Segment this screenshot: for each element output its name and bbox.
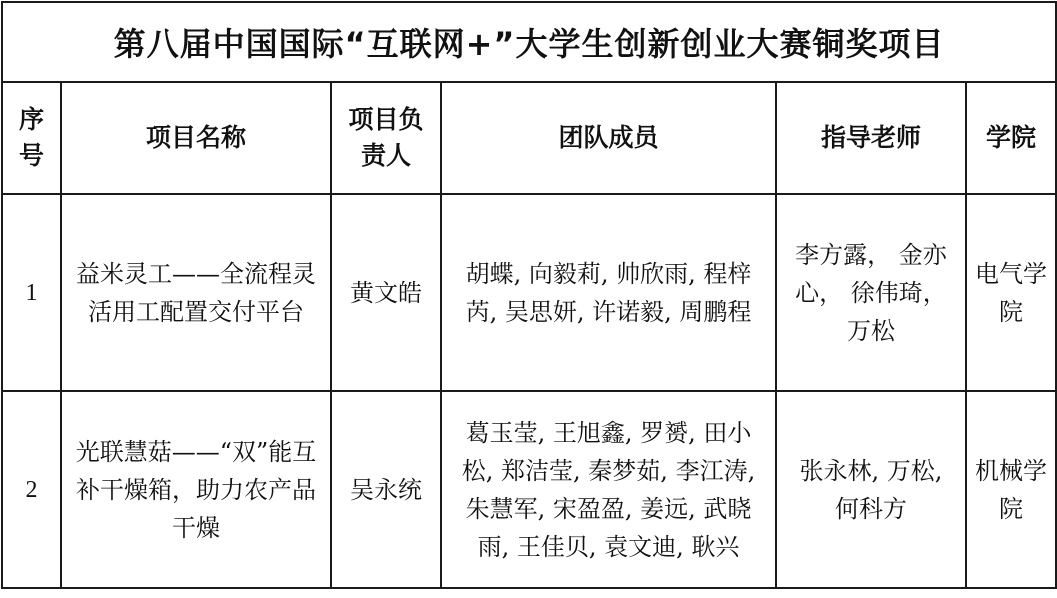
row-seq: 1 — [2, 194, 61, 391]
row-members: 葛玉莹, 王旭鑫, 罗赟, 田小松, 郑洁莹, 秦梦茹, 李江涛, 朱慧军, 宋盈盈, 姜远, 武晓雨, 王佳贝, 袁文迪, 耿兴 — [441, 391, 776, 588]
row-members: 胡蝶, 向毅莉, 帅欣雨, 程梓芮, 吴思妍, 许诺毅, 周鹏程 — [441, 194, 776, 391]
row-leader: 黄文皓 — [331, 194, 441, 391]
header-members: 团队成员 — [441, 82, 776, 194]
award-table — [1, 1, 1057, 589]
header-seq: 序号 — [2, 82, 61, 194]
row-college: 电气学院 — [966, 194, 1056, 391]
table-row — [2, 391, 1056, 588]
header-project: 项目名称 — [61, 82, 331, 194]
header-advisors: 指导老师 — [776, 82, 966, 194]
header-college: 学院 — [966, 82, 1056, 194]
row-seq: 2 — [2, 391, 61, 588]
row-project: 益米灵工——全流程灵活用工配置交付平台 — [61, 194, 331, 391]
row-project: 光联慧菇——“双”能互补干燥箱，助力农产品干燥 — [61, 391, 331, 588]
row-college: 机械学院 — [966, 391, 1056, 588]
header-leader: 项目负责人 — [331, 82, 441, 194]
title-row — [2, 2, 1056, 82]
row-advisors: 李方露， 金亦心， 徐伟琦， 万松 — [776, 194, 966, 391]
table-row — [2, 194, 1056, 391]
row-leader: 吴永统 — [331, 391, 441, 588]
page-title: 第八届中国国际“互联网+”大学生创新创业大赛铜奖项目 — [2, 2, 1056, 82]
row-advisors: 张永林, 万松, 何科方 — [776, 391, 966, 588]
header-row — [2, 82, 1056, 194]
